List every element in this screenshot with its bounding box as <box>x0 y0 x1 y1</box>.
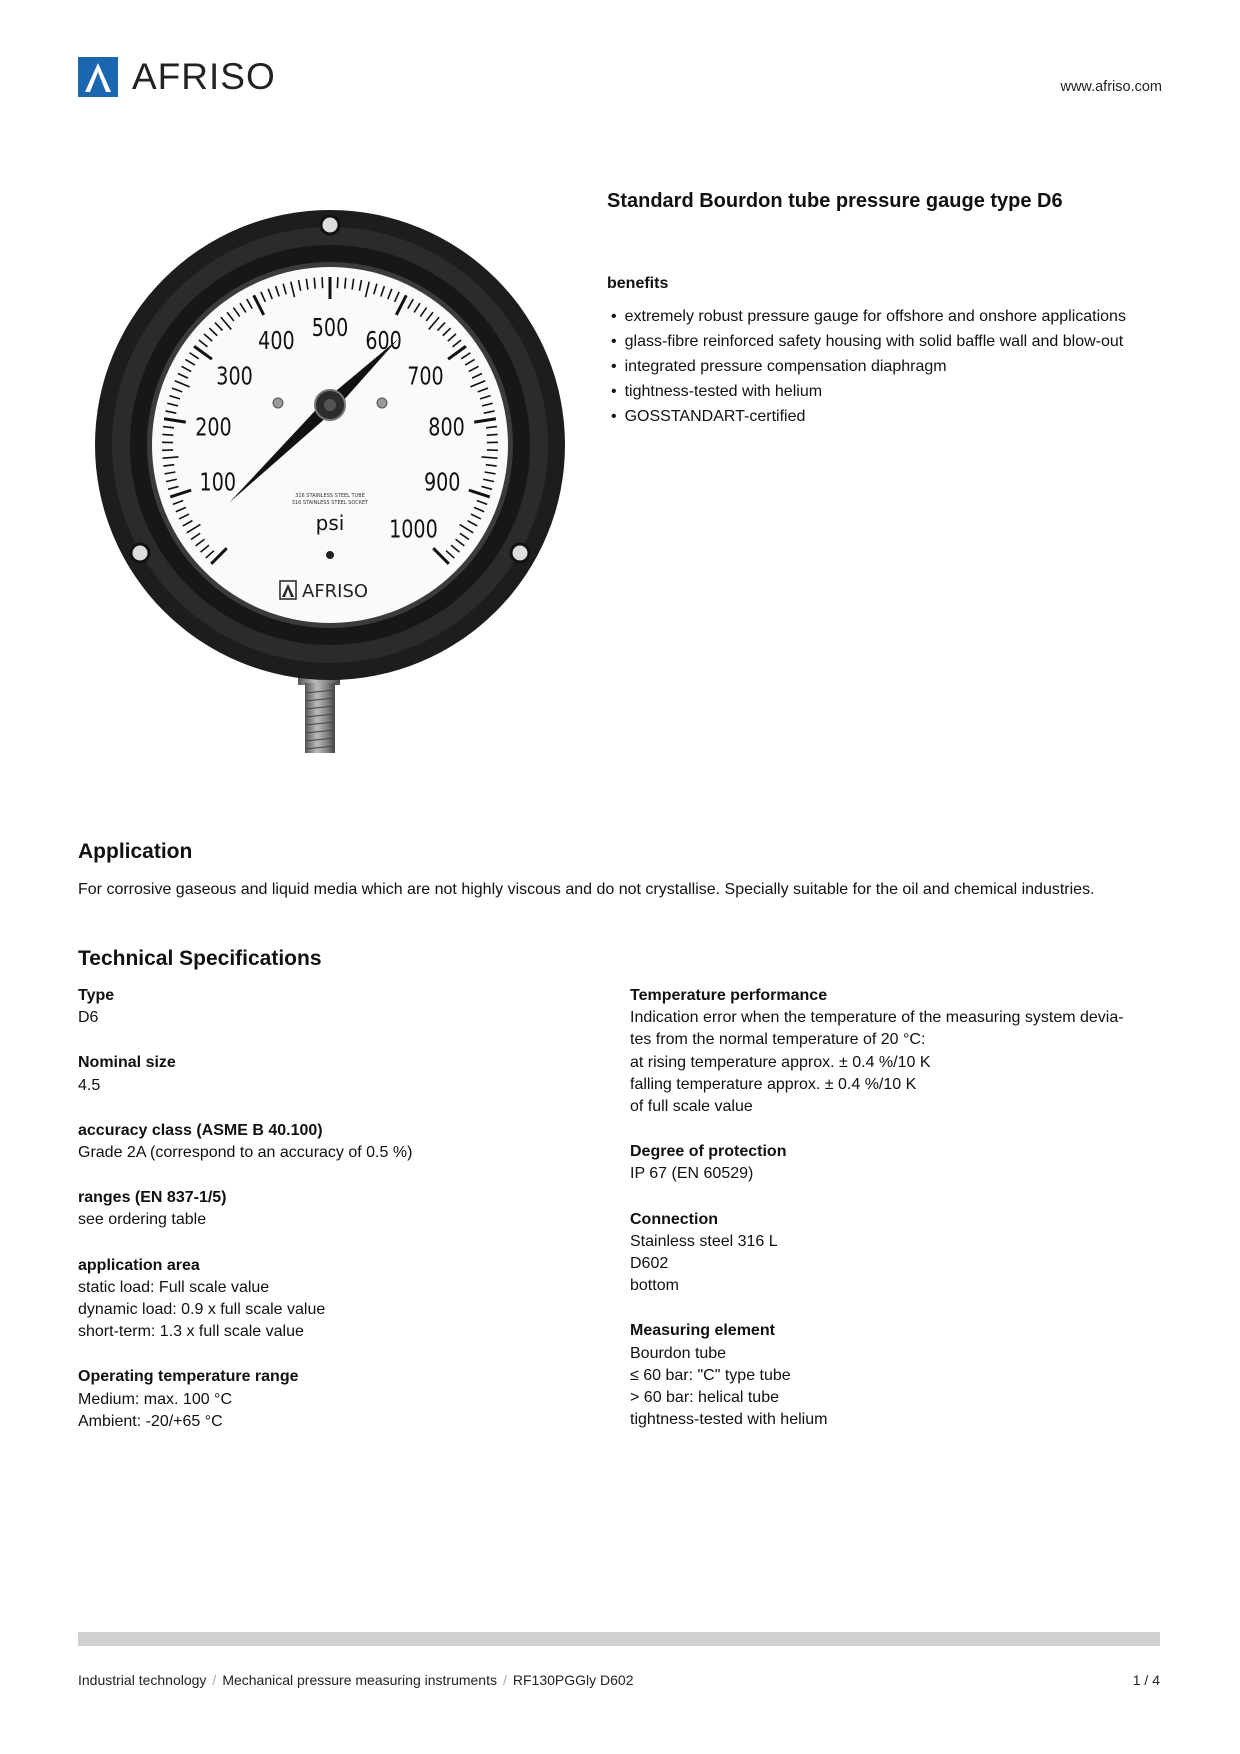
spec-item <box>78 1366 598 1433</box>
spec-value: Indication error when the temperature of the measuring system devia- <box>630 1009 1124 1027</box>
application-heading: Application <box>78 840 193 863</box>
spec-label: Nominal size <box>78 1054 176 1072</box>
spec-value: > 60 bar: helical tube <box>630 1389 779 1407</box>
spec-label: Operating temperature range <box>78 1368 299 1386</box>
dial-fine-print: 316 STAINLESS STEEL TUBE <box>295 493 365 499</box>
afriso-triangle-icon <box>78 57 118 97</box>
spec-value: Bourdon tube <box>630 1344 727 1362</box>
spec-value: Stainless steel 316 L <box>630 1232 778 1250</box>
spec-value: bottom <box>630 1277 679 1295</box>
list-item: • GOSSTANDART-certified <box>611 404 1126 429</box>
spec-value: tes from the normal temperature of 20 °C: <box>630 1031 926 1049</box>
spec-label: accuracy class (ASME B 40.100) <box>78 1121 323 1139</box>
spec-label: ranges (EN 837-1/5) <box>78 1189 227 1207</box>
page-number: 1 / 4 <box>1132 1672 1160 1688</box>
spec-value: falling temperature approx. ± 0.4 %/10 K <box>630 1075 917 1093</box>
spec-value: D602 <box>630 1255 669 1273</box>
dial-tick <box>322 277 323 288</box>
tech-specs-heading: Technical Specifications <box>78 947 322 970</box>
footer-divider <box>78 1632 1160 1646</box>
spec-item <box>78 1255 598 1344</box>
dial-unit: psi <box>315 511 345 535</box>
breadcrumb-separator: / <box>212 1672 217 1688</box>
spec-value: ≤ 60 bar: "C" type tube <box>630 1366 791 1384</box>
spec-value: 4.5 <box>78 1076 101 1094</box>
spec-value: Medium: max. 100 °C <box>78 1390 233 1408</box>
dial-tick <box>337 277 338 288</box>
dial-scale-label: 900 <box>423 467 461 497</box>
dial-scale-label: 500 <box>311 313 349 343</box>
spec-value: static load: Full scale value <box>78 1278 270 1296</box>
dial-tick <box>162 434 173 435</box>
list-item: • extremely robust pressure gauge for offshore and onshore applications <box>611 304 1126 329</box>
spec-value: IP 67 (EN 60529) <box>630 1165 754 1183</box>
spec-value: of full scale value <box>630 1098 753 1116</box>
dial-scale-label: 1000 <box>389 514 438 544</box>
benefits-list <box>611 304 1126 429</box>
list-item: • integrated pressure compensation diaphragm <box>611 354 1126 379</box>
spec-value: tightness-tested with helium <box>630 1411 828 1429</box>
spec-value: short-term: 1.3 x full scale value <box>78 1323 304 1341</box>
dial-fine-print: 316 STAINLESS STEEL SOCKET <box>291 500 369 506</box>
spec-value: dynamic load: 0.9 x full scale value <box>78 1301 326 1319</box>
pressure-gauge-image <box>90 205 580 765</box>
breadcrumb-item: Mechanical pressure measuring instruments <box>222 1672 497 1688</box>
breadcrumb-item: Industrial technology <box>78 1672 207 1688</box>
spec-value: at rising temperature approx. ± 0.4 %/10 K <box>630 1053 931 1071</box>
spec-value: Ambient: -20/+65 °C <box>78 1412 223 1430</box>
spec-value: Grade 2A (correspond to an accuracy of 0.5 %) <box>78 1144 413 1162</box>
spec-item <box>630 1320 1170 1431</box>
list-item: • glass-fibre reinforced safety housing with solid baffle wall and blow-out <box>611 329 1126 354</box>
dial-scale-label: 700 <box>407 362 444 392</box>
spec-item <box>630 1141 1170 1185</box>
breadcrumb <box>78 1672 634 1688</box>
website-url[interactable]: www.afriso.com <box>1060 79 1162 95</box>
dial-tick <box>487 434 498 435</box>
spec-label: Type <box>78 987 115 1004</box>
dial-brand: AFRISO <box>302 581 369 602</box>
list-item: • tightness-tested with helium <box>611 379 1126 404</box>
breadcrumb-item: RF130PGGly D602 <box>512 1672 634 1688</box>
dial-tick <box>314 278 315 289</box>
spec-label: Connection <box>630 1210 718 1228</box>
dial-scale-label: 600 <box>365 326 402 356</box>
dial-scale-label: 100 <box>199 467 237 497</box>
dial-scale-label: 200 <box>195 412 232 443</box>
spec-item <box>78 1052 598 1096</box>
dial-scale-label: 400 <box>258 326 295 356</box>
spec-item <box>78 985 598 1029</box>
brand-name: AFRISO <box>132 56 276 97</box>
breadcrumb-separator: / <box>503 1672 507 1688</box>
spec-label: application area <box>78 1256 200 1274</box>
spec-label: Measuring element <box>630 1322 775 1340</box>
spec-item <box>78 1187 598 1231</box>
afriso-logo <box>78 56 276 98</box>
dial-scale-label: 300 <box>216 362 253 392</box>
dial-scale-label: 800 <box>428 412 465 443</box>
spec-value: D6 <box>78 1009 99 1027</box>
specs-right-column <box>630 985 1170 1454</box>
spec-item <box>630 1209 1170 1298</box>
spec-item <box>630 985 1170 1118</box>
spec-label: Degree of protection <box>630 1143 787 1161</box>
benefits-heading: benefits <box>607 275 669 292</box>
application-text: For corrosive gaseous and liquid media which are not highly viscous and do not crystallise. Specially suitable for the oil and chemical industries. <box>78 881 1095 898</box>
dial-tick <box>345 278 346 289</box>
spec-label: Temperature performance <box>630 987 828 1004</box>
spec-value: see ordering table <box>78 1211 207 1229</box>
specs-left-column <box>78 985 598 1456</box>
product-title: Standard Bourdon tube pressure gauge type D6 <box>607 190 1063 212</box>
spec-item <box>78 1120 598 1164</box>
